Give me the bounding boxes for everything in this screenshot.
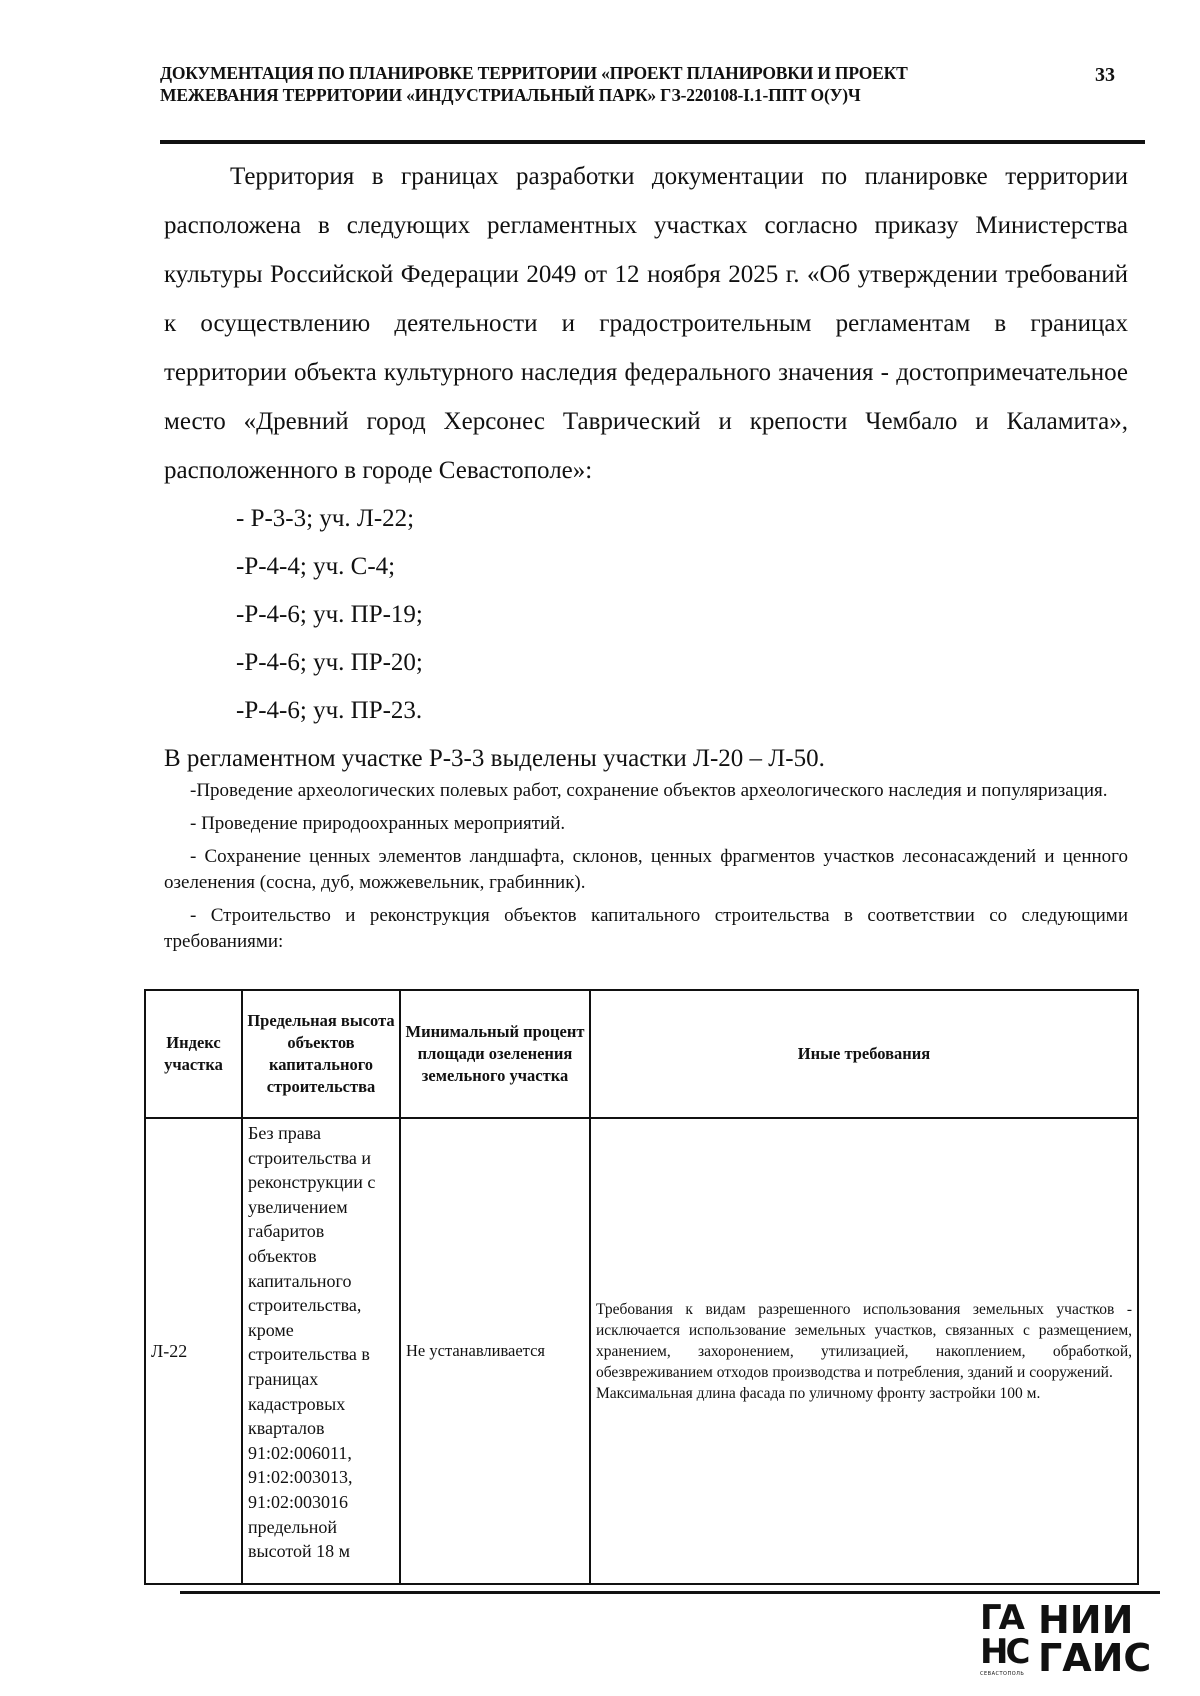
logo-subtitle: СЕВАСТОПОЛЬ xyxy=(980,1671,1025,1677)
cell-greening: Не устанавливается xyxy=(400,1118,590,1584)
cell-other xyxy=(590,1118,1138,1584)
logo-line-1: НИИ xyxy=(1038,1598,1134,1642)
requirements-list xyxy=(164,778,1128,962)
header-index: Индекс участка xyxy=(145,990,242,1118)
requirement-item: - Проведение природоохранных мероприятий. xyxy=(190,813,566,834)
document-title: ДОКУМЕНТАЦИЯ ПО ПЛАНИРОВКЕ ТЕРРИТОРИИ «ПРОЕКТ ПЛАНИРОВКИ И ПРОЕКТ МЕЖЕВАНИЯ ТЕРРИТОРИИ «ИНДУСТРИАЛЬНЫЙ ПАРК» ГЗ-220108-I.1-ППТ О(У)Ч xyxy=(160,63,908,105)
header-greening: Минимальный процент площади озеленения земельного участка xyxy=(400,990,590,1118)
regulations-table xyxy=(144,989,1139,1585)
requirement-item: -Проведение археологических полевых работ, сохранение объектов археологического наследия и популяризация. xyxy=(190,780,1108,801)
zone-item: - Р-3-3; уч. Л-22; xyxy=(236,505,415,532)
table-row xyxy=(145,1118,1138,1584)
zone-item: -Р-4-6; уч. ПР-23. xyxy=(236,697,423,724)
zone-item: -Р-4-4; уч. С-4; xyxy=(236,553,396,580)
zone-item: -Р-4-6; уч. ПР-20; xyxy=(236,649,423,676)
zone-list xyxy=(164,495,1128,735)
subdivision-paragraph: В регламентном участке Р-3-3 выделены участки Л-20 – Л-50. xyxy=(164,745,825,772)
company-logo xyxy=(980,1598,1160,1681)
cell-height: Без права строительства и реконструкции с увеличением габаритов объектов капитального строительства, кроме строительства в границах кадастровых кварталов 91:02:006011, 91:02:003013, 91:02:003016 предельной высотой 18 м xyxy=(242,1118,400,1584)
facade-requirement-text: Максимальная длина фасада по уличному фронту застройки 100 м. xyxy=(596,1384,1041,1402)
header-other: Иные требования xyxy=(590,990,1138,1118)
header-height: Предельная высота объектов капитального строительства xyxy=(242,990,400,1118)
zone-item: -Р-4-6; уч. ПР-19; xyxy=(236,601,423,628)
table-header-row xyxy=(145,990,1138,1118)
logo-wordmark xyxy=(1038,1598,1152,1680)
body-text xyxy=(164,152,1128,783)
header-divider xyxy=(160,140,1145,144)
requirement-item: - Строительство и реконструкция объектов капитального строительства в соответствии со следующими требованиями: xyxy=(164,905,1128,952)
logo-line-2: ГАИС xyxy=(1038,1636,1152,1680)
page-number: 33 xyxy=(1095,64,1115,86)
intro-paragraph: Территория в границах разработки документации по планировке территории расположена в следующих регламентных участках согласно приказу Министерства культуры Российской Федерации 2049 от 12 ноября 2025 г. «Об утверждении требований к осуществлению деятельности и градостроительным регламентам в границах территории объекта культурного наследия федерального значения - достопримечательное место «Древний город Херсонес Таврический и крепости Чембало и Каламита», расположенного в городе Севастополе»: xyxy=(164,163,1128,484)
logo-mark-icon: ГА НС xyxy=(980,1598,1028,1672)
footer-divider xyxy=(180,1591,1160,1594)
cell-index: Л-22 xyxy=(145,1118,242,1584)
page-header xyxy=(160,62,1040,106)
requirement-item: - Сохранение ценных элементов ландшафта, склонов, ценных фрагментов участков лесонасаждений и ценного озеленения (сосна, дуб, можжевельник, грабинник). xyxy=(164,846,1128,893)
other-requirements-text: Требования к видам разрешенного использования земельных участков - исключается использование земельных участков, связанных с размещением, хранением, захоронением, утилизацией, накоплением, обработкой, обезвреживанием отходов производства и потребления, зданий и сооружений. xyxy=(596,1300,1132,1381)
